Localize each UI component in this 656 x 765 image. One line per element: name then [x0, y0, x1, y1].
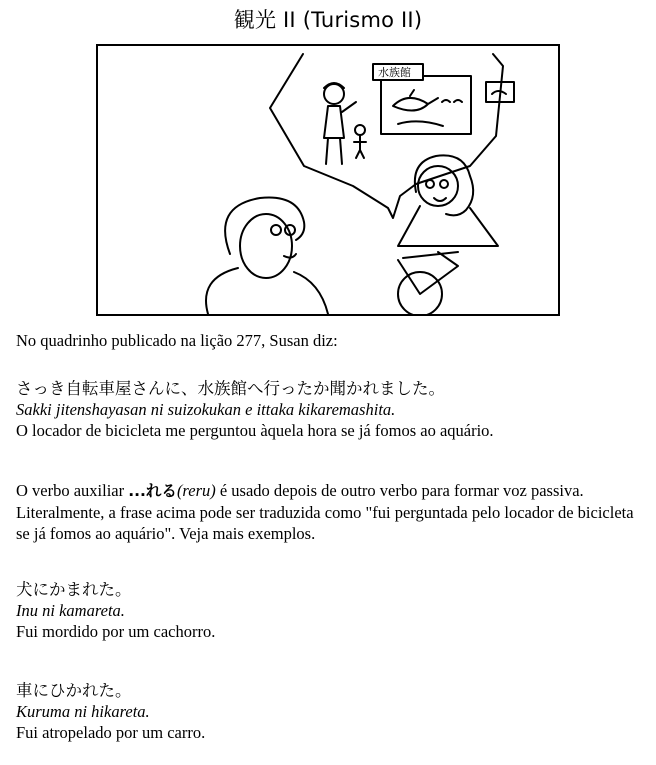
explanation-part1: O verbo auxiliar [16, 481, 129, 500]
comic-illustration [96, 44, 560, 316]
example-main-japanese: さっき自転車屋さんに、水族館へ行ったか聞かれました。 [16, 379, 445, 398]
intro-paragraph: No quadrinho publicado na lição 277, Susan diz: [16, 331, 338, 350]
example-2-translation: Fui atropelado por um carro. [16, 723, 206, 742]
explanation-term: ...れる [128, 482, 177, 500]
example-1-romaji: Inu ni kamareta. [16, 601, 125, 620]
explanation-part2: é usado depois de outro verbo para formar voz passiva. [215, 481, 584, 500]
explanation-term-romaji: (reru) [176, 481, 216, 500]
page-title: 観光 II (Turismo II) [233, 8, 423, 32]
example-main-translation: O locador de bicicleta me perguntou àquela hora se já fomos ao aquário. [16, 421, 494, 440]
example-main-romaji: Sakki jitenshayasan ni suizokukan e ittaka kikaremashita. [16, 400, 396, 419]
example-1-translation: Fui mordido por um cachorro. [16, 622, 216, 641]
example-1-japanese: 犬にかまれた。 [16, 580, 132, 599]
example-main [16, 378, 646, 441]
example-2-romaji: Kuruma ni hikareta. [16, 702, 150, 721]
example-2 [16, 680, 646, 743]
explanation-paragraph [16, 480, 646, 544]
example-2-japanese: 車にひかれた。 [16, 681, 132, 700]
woman-hair [415, 155, 473, 215]
explanation-line2: Literalmente, a frase acima pode ser traduzida como "fui perguntada pelo locador de bicicleta [16, 503, 634, 522]
poster-sign: 水族館 [378, 66, 411, 79]
explanation-line3: se já fomos ao aquário". Veja mais exemplos. [16, 524, 316, 543]
example-1 [16, 579, 646, 642]
comic-drawing [98, 46, 558, 314]
